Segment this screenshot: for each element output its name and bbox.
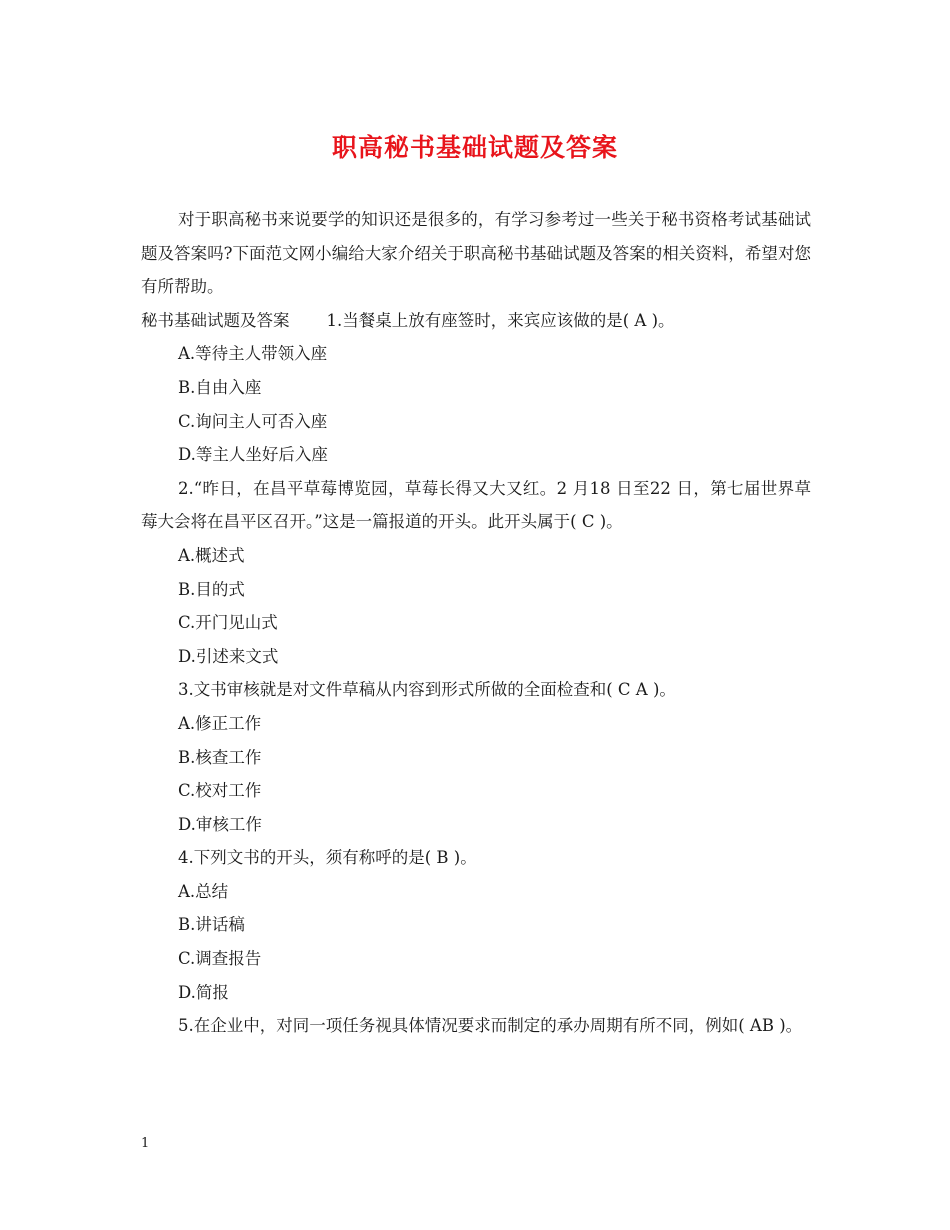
question-3-option-d: D.审核工作: [178, 814, 262, 834]
question-4-stem: 4.下列文书的开头，须有称呼的是( B )。: [178, 848, 477, 868]
question-5-stem: 5.在企业中，对同一项任务视具体情况要求而制定的承办周期有所不同，例如( AB )。: [178, 1016, 803, 1036]
intro-paragraph: 对于职高秘书来说要学的知识还是很多的，有学习参考过一些关于秘书资格考试基础试题及答案吗?下面范文网小编给大家介绍关于职高秘书基础试题及答案的相关资料，希望对您有所帮助。: [141, 210, 811, 297]
question-1-option-b: B.自由入座: [178, 377, 262, 397]
question-2-option-a: A.概述式: [178, 545, 245, 565]
question-1-stem: 1.当餐桌上放有座签时，来宾应该做的是( A )。: [326, 310, 675, 330]
question-1-line: [141, 304, 811, 338]
section-label: 秘书基础试题及答案: [141, 310, 290, 330]
question-1-option-a: A.等待主人带领入座: [178, 344, 328, 364]
question-2-option-c: C.开门见山式: [178, 613, 278, 633]
question-4-option-a: A.总结: [178, 881, 229, 901]
page-number: 1: [141, 1136, 150, 1151]
document-body: [141, 203, 811, 1043]
question-3-option-c: C.校对工作: [178, 781, 262, 801]
question-2-option-b: B.目的式: [178, 579, 245, 599]
question-2-option-d: D.引述来文式: [178, 646, 279, 666]
document-title: 职高秘书基础试题及答案: [331, 133, 618, 162]
question-1-option-d: D.等主人坐好后入座: [178, 445, 328, 465]
question-3-option-b: B.核查工作: [178, 747, 262, 767]
question-1-option-c: C.询问主人可否入座: [178, 411, 328, 431]
question-4-option-c: C.调查报告: [178, 949, 262, 969]
question-3-stem: 3.文书审核就是对文件草稿从内容到形式所做的全面检查和( C A )。: [178, 680, 676, 700]
question-3-option-a: A.修正工作: [178, 713, 262, 733]
question-4-option-b: B.讲话稿: [178, 915, 245, 935]
question-2-stem: 2.“昨日，在昌平草莓博览园，草莓长得又大又红。2 月18 日至22 日，第七届世界草莓大会将在昌平区召开。”这是一篇报道的开头。此开头属于( C )。: [141, 478, 811, 532]
question-4-option-d: D.简报: [178, 982, 229, 1002]
